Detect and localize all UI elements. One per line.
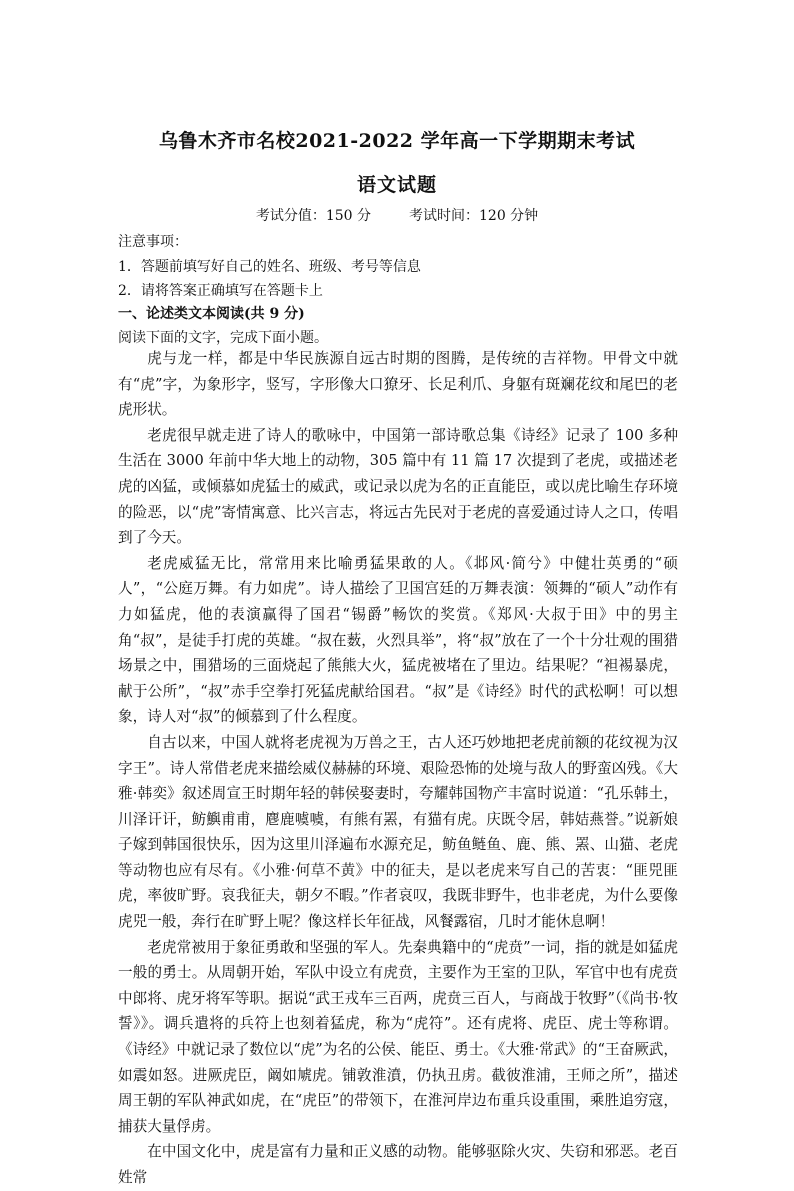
section-title: 一、论述类文本阅读(共 9 分) <box>118 306 305 322</box>
article-paragraph: 自古以来，中国人就将老虎视为万兽之王，古人还巧妙地把老虎前额的花纹视为汉字王”。诗人常借老虎来描绘威仪赫赫的环境、艰险恐怖的处境与敌人的野蛮凶残。《大雅·韩奕》叙述周宣王时期年轻的韩侯娶妻时，夸耀韩国物产丰富时说道：“孔乐韩土，川泽讦讦，鲂鱮甫甫，麀鹿噳噳，有熊有罴，有猫有虎。庆既令居，韩姞燕誉。”说新娘子嫁到韩国很快乐，因为这里川泽遍布水源充足，鲂鱼鲢鱼、鹿、熊、罴、山猫、老虎等动物也应有尽有。《小雅·何草不黄》中的征夫，是以老虎来写自己的苦衷：“匪兕匪虎，率彼旷野。哀我征夫，朝夕不暇。”作者哀叹，我既非野牛，也非老虎，为什么要像虎兕一般，奔行在旷野上呢？像这样长年征战，风餐露宿，几时才能休息啊！ <box>118 733 678 931</box>
article-paragraph: 老虎威猛无比，常常用来比喻勇猛果敢的人。《邶风·简兮》中健壮英勇的“硕人”，“公庭万舞。有力如虎”。诗人描绘了卫国宫廷的万舞表演：领舞的“硕人”动作有力如猛虎，他的表演赢得了国君“锡爵”畅饮的奖赏。《郑风·大叔于田》中的男主角“叔”，是徒手打虎的英雄。“叔在薮，火烈具举”，将“叔”放在了一个十分壮观的围猎场景之中，围猎场的三面烧起了熊熊大火，猛虎被堵在了里边。结果呢？“袒裼暴虎，献于公所”，“叔”赤手空拳打死猛虎献给国君。“叔”是《诗经》时代的武松啊！可以想象，诗人对“叔”的倾慕到了什么程度。 <box>118 554 678 726</box>
exam-meta <box>0 205 794 225</box>
article-body <box>118 346 678 1191</box>
section-instruction: 阅读下面的文字，完成下面小题。 <box>118 330 328 346</box>
note-item: 2．请将答案正确填写在答题卡上 <box>118 283 323 299</box>
article-paragraph: 在中国文化中，虎是富有力量和正义感的动物。能够驱除火灾、失窃和邪恶。老百姓常 <box>118 1143 678 1186</box>
note-item: 1．答题前填写好自己的姓名、班级、考号等信息 <box>118 259 421 275</box>
exam-subtitle: 语文试题 <box>356 174 437 196</box>
article-paragraph: 虎与龙一样，都是中华民族源自远古时期的图腾，是传统的吉祥物。甲骨文中就有“虎”字，为象形字，竖写，字形像大口獠牙、长足利爪、身躯有斑斓花纹和尾巴的老虎形状。 <box>118 350 678 419</box>
notes-heading: 注意事项： <box>118 234 188 250</box>
article-paragraph: 老虎常被用于象征勇敢和坚强的军人。先秦典籍中的“虎贲”一词，指的就是如猛虎一般的勇士。从周朝开始，军队中设立有虎贲，主要作为王室的卫队，军官中也有虎贲中郎将、虎牙将军等职。据说“武王戎车三百两，虎贲三百人，与商战于牧野”（《尚书·牧誓》》。调兵遣将的兵符上也刻着猛虎，称为“虎符”。还有虎将、虎臣、虎士等称谓。《诗经》中就记录了数位以“虎”为名的公侯、能臣、勇士。《大雅·常武》的“王奋厥武，如震如怒。进厥虎臣，阚如虓虎。铺敦淮濆，仍执丑虏。截彼淮浦，王师之所”，描述周王朝的军队神武如虎，在“虎臣”的带领下，在淮河岸边布重兵设重围，乘胜追穷寇，捕获大量俘虏。 <box>118 938 678 1135</box>
exam-title: 乌鲁木齐市名校2021-2022 学年高一下学期期末考试 <box>158 130 636 152</box>
article-paragraph: 老虎很早就走进了诗人的歌咏中，中国第一部诗歌总集《诗经》记录了 100 多种生活在 3000 年前中华大地上的动物，305 篇中有 11 篇 17 次提到了老虎，或描述老虎的凶猛，或倾慕如虎猛士的威武，或记录以虎为名的正直能臣，或以虎比喻生存环境的险恶，以“虎”寄情寓意、比兴言志，将远古先民对于老虎的喜爱通过诗人之口，传唱到了今天。 <box>118 426 678 547</box>
exam-score: 考试分值：150 分 <box>255 208 371 224</box>
exam-time: 考试时间：120 分钟 <box>409 208 539 224</box>
